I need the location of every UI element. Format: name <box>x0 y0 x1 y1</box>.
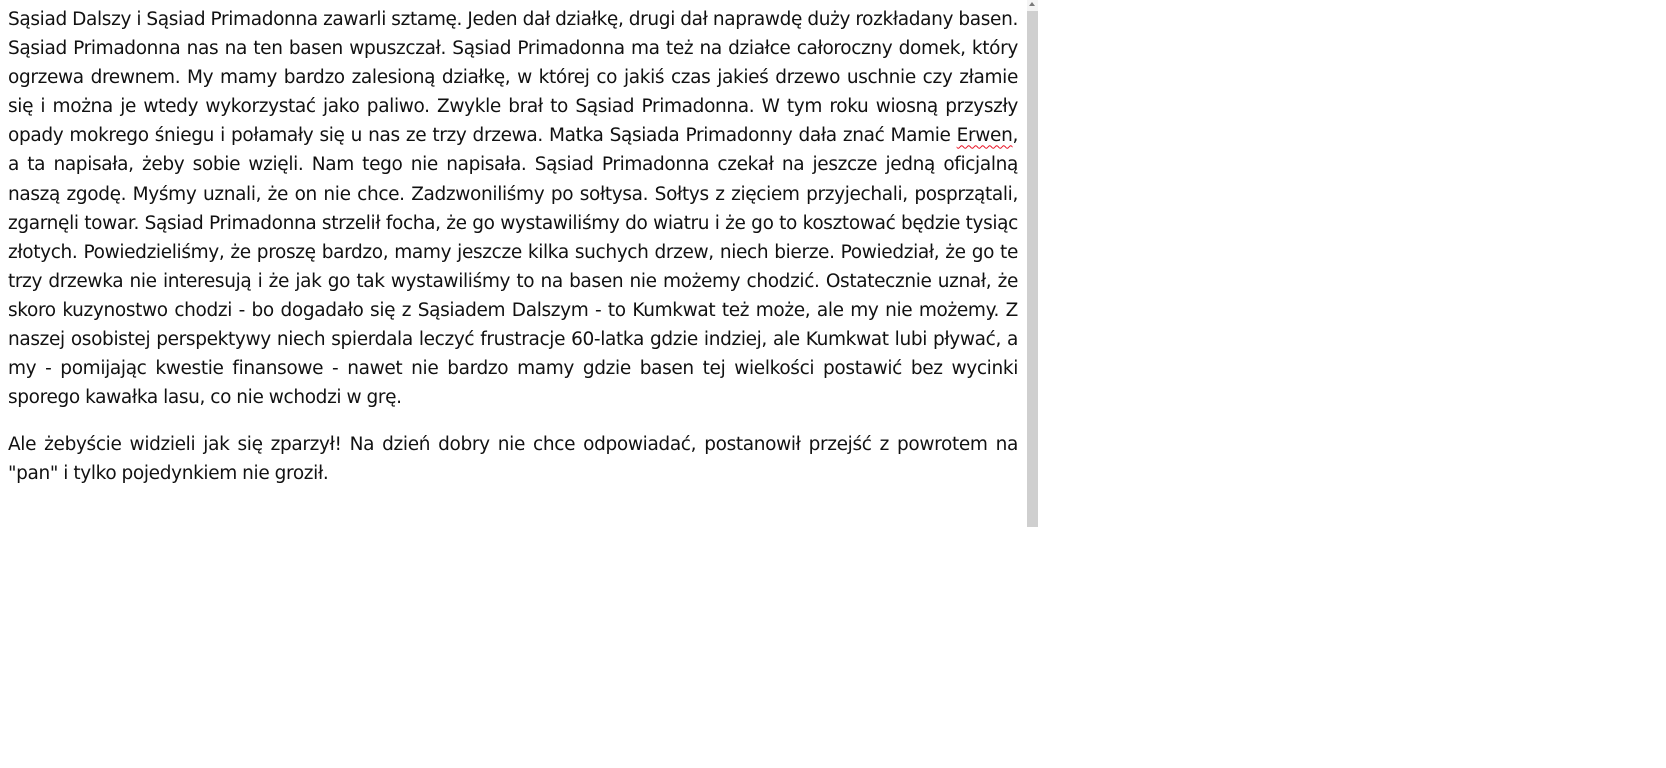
paragraph-1-text-start: Sąsiad Dalszy i Sąsiad Primadonna zawarli sztamę. Jeden dał działkę, drugi dał naprawdę duży rozkładany basen. Sąsiad Primadonna nas na ten basen wpuszczał. Sąsiad Primadonna ma też na działce całoroczny domek, który ogrzewa drewnem. My mamy bardzo zalesioną działkę, w której co jakiś czas jakieś drzewo uschnie czy złamie się i można je wtedy wykorzystać jako paliwo. Zwykle brał to Sąsiad Primadonna. W tym roku wiosną przyszły opady mokrego śniegu i połamały się u nas ze trzy drzewa. Matka Sąsiada Primadonny dała znać Mamie <box>8 9 1018 147</box>
paragraph-1-text-end: , a ta napisała, żeby sobie wzięli. Nam tego nie napisała. Sąsiad Primadonna czekał na jeszcze jedną oficjalną naszą zgodę. Myśmy uznali, że on nie chce. Zadzwoniliśmy po sołtysa. Sołtys z zięciem przyjechali, posprzątali, zgarnęli towar. Sąsiad Primadonna strzelił focha, że go wystawiliśmy do wiatru i że go to kosztować będzie tysiąc złotych. Powiedzieliśmy, że proszę bardzo, mamy jeszcze kilka suchych drzew, niech bierze. Powiedział, że go te trzy drzewka nie interesują i że jak go tak wystawiliśmy to na basen nie możemy chodzić. Ostatecznie uznał, że skoro kuzynostwo chodzi - bo dogadało się z Sąsiadem Dalszym - to Kumkwat też może, ale my nie możemy. Z naszej osobistej perspektywy niech spierdala leczyć frustracje 60-latka gdzie indziej, ale Kumkwat lubi pływać, a my - pomijając kwestie finansowe - nawet nie bardzo mamy gdzie basen tej wielkości postawić bez wycinki sporego kawałka lasu, co nie wchodzi w grę. <box>8 125 1018 409</box>
misspelled-word[interactable]: Erwen <box>956 125 1013 147</box>
paragraph-2: Ale żebyście widzieli jak się zparzył! Na dzień dobry nie chce odpowiadać, postanowił przejść z powrotem na "pan" i tylko pojedynkiem nie groził. <box>8 434 1018 485</box>
chevron-up-icon <box>1029 2 1035 6</box>
scroll-up-button[interactable] <box>1027 0 1038 11</box>
document-view[interactable] <box>0 0 1038 527</box>
vertical-scrollbar[interactable] <box>1027 0 1038 527</box>
document-body[interactable] <box>8 5 1018 489</box>
paragraph-1 <box>8 5 1018 412</box>
